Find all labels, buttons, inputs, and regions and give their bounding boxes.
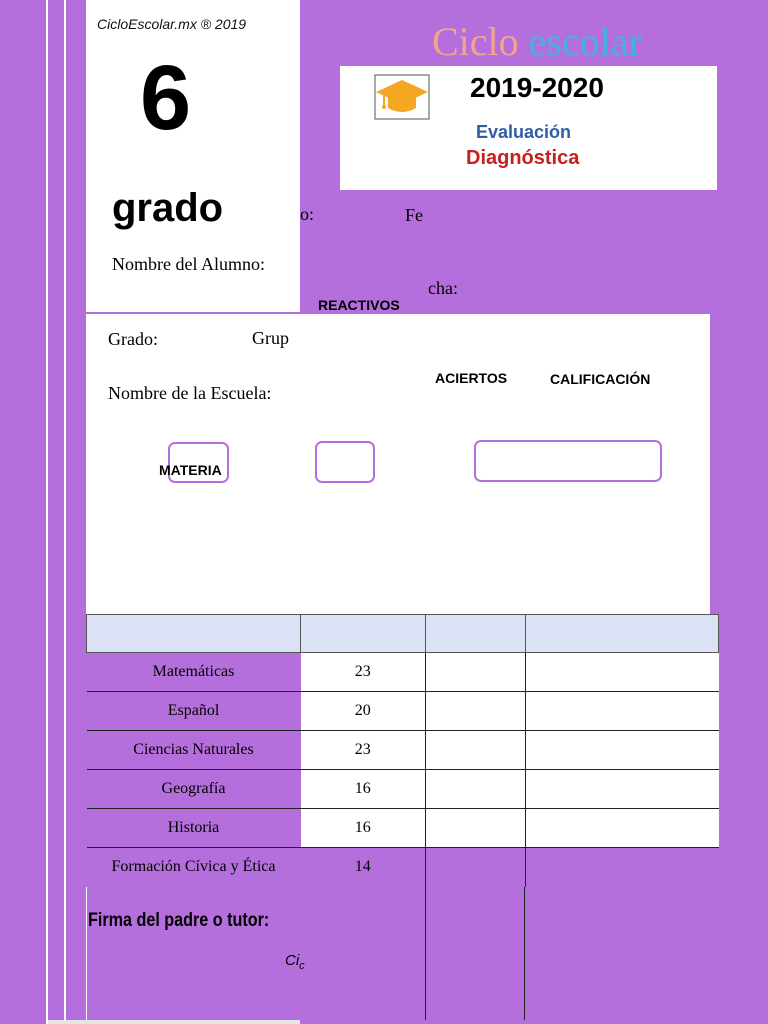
diagnostica-label: Diagnóstica	[466, 147, 580, 169]
grado-label: Grado:	[108, 329, 158, 349]
table-row	[87, 770, 719, 809]
reactivos-cell: 20	[301, 692, 426, 731]
ciclo-word: Ciclo	[432, 19, 519, 64]
aciertos-header: ACIERTOS	[435, 370, 508, 386]
header-cell	[301, 615, 426, 653]
calificacion-header: CALIFICACIÓN	[550, 371, 651, 387]
subject-cell: Historia	[87, 809, 301, 848]
grade-label: grado	[112, 186, 224, 230]
table-row	[87, 731, 719, 770]
reactivos-cell: 16	[301, 770, 426, 809]
table-row	[87, 809, 719, 848]
aciertos-cell[interactable]	[426, 809, 526, 848]
fragment-o: o:	[300, 204, 315, 224]
site-credit: CicloEscolar.mx ® 2019	[97, 16, 247, 32]
calificacion-cell[interactable]	[526, 692, 719, 731]
subject-cell: Español	[87, 692, 301, 731]
calificacion-cell[interactable]	[526, 653, 719, 692]
aciertos-cell[interactable]	[426, 653, 526, 692]
calificacion-cell[interactable]	[526, 770, 719, 809]
evaluacion-label: Evaluación	[476, 122, 572, 142]
subject-cell: Ciencias Naturales	[87, 731, 301, 770]
aciertos-cell[interactable]	[426, 731, 526, 770]
grupo-field[interactable]	[315, 441, 375, 483]
reactivos-cell: 16	[301, 809, 426, 848]
column-divider	[425, 887, 426, 1020]
student-name-label: Nombre del Alumno:	[112, 254, 265, 274]
reactivos-cell: 23	[301, 653, 426, 692]
fragment-cha: cha:	[428, 278, 458, 298]
subject-cell: Matemáticas	[87, 653, 301, 692]
grade-number: 6	[140, 47, 192, 149]
table-row	[87, 848, 719, 887]
subject-cell: Formación Cívica y Ética	[87, 848, 301, 887]
page-mark-sub: c	[299, 960, 305, 972]
fragment-fe: Fe	[405, 205, 423, 225]
aciertos-cell[interactable]	[426, 692, 526, 731]
calificacion-cell[interactable]	[526, 848, 719, 887]
escolar-word: escolar	[528, 19, 642, 64]
table-row	[87, 653, 719, 692]
grupo-label: Grup	[252, 328, 289, 348]
table-row	[87, 692, 719, 731]
left-border-line	[86, 887, 87, 1020]
reactivos-cell: 23	[301, 731, 426, 770]
column-divider	[524, 887, 525, 1020]
school-year: 2019-2020	[470, 72, 604, 103]
header-cell	[87, 615, 301, 653]
reactivos-cell: 14	[301, 848, 426, 887]
school-name-field[interactable]	[474, 440, 662, 482]
left-margin-band	[0, 0, 48, 1024]
page-mark	[285, 952, 305, 972]
table-header-row	[87, 615, 719, 653]
aciertos-cell[interactable]	[426, 848, 526, 887]
header-cell	[526, 615, 719, 653]
signature-label: Firma del padre o tutor:	[88, 910, 270, 931]
bottom-edge	[48, 1020, 300, 1024]
ciclo-escolar-logo	[432, 19, 642, 64]
school-name-label: Nombre de la Escuela:	[108, 383, 272, 403]
reactivos-header: REACTIVOS	[318, 297, 400, 313]
graduation-cap-icon	[374, 74, 430, 120]
materia-header: MATERIA	[159, 462, 222, 478]
header-cell	[426, 615, 526, 653]
calificacion-cell[interactable]	[526, 809, 719, 848]
page-mark-main: Ci	[285, 952, 300, 969]
margin-line	[64, 0, 66, 1024]
aciertos-cell[interactable]	[426, 770, 526, 809]
calificacion-cell[interactable]	[526, 731, 719, 770]
scores-table	[86, 614, 719, 887]
subject-cell: Geografía	[87, 770, 301, 809]
